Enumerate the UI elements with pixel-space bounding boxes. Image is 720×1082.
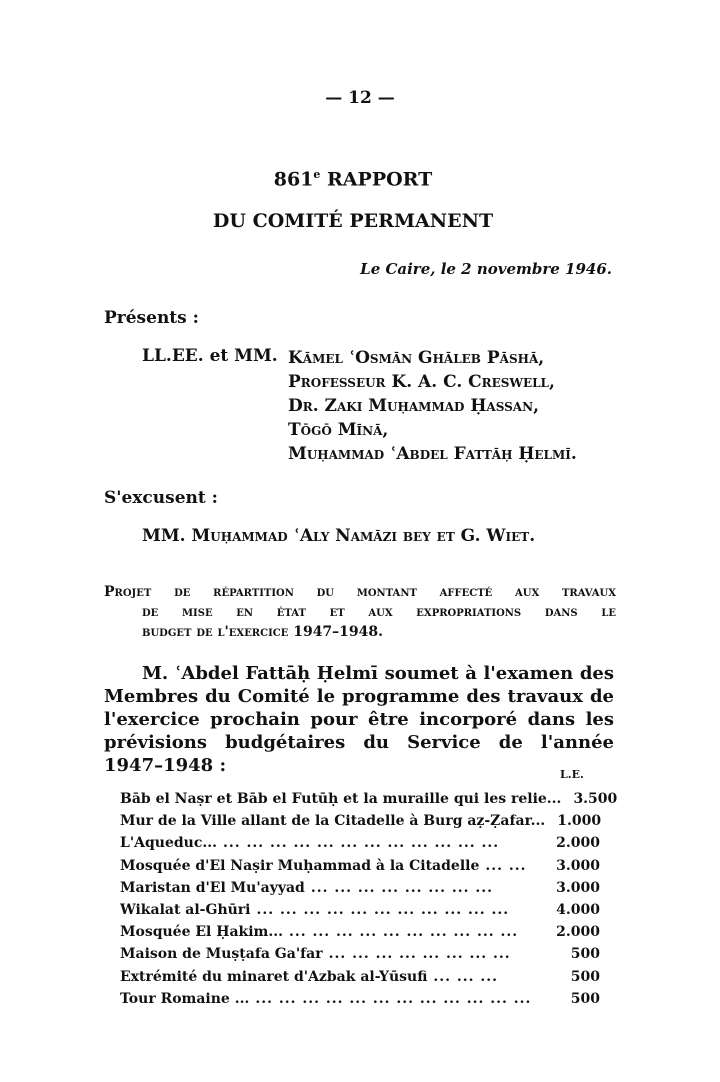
row-amount: 500 <box>570 990 600 1007</box>
row-dots <box>545 810 557 832</box>
body-paragraph: M. ʿAbdel Fattāḥ Ḥelmī soumet à l'examen des Membres du Comité le programme des travaux de l'exercice prochain pour être incorporé dans les prévisions budgétaires du Service de l'année 1947–1948 : <box>104 663 614 776</box>
row-dots: ... ... ... ... ... ... ... ... ... ... ... <box>256 901 510 918</box>
projet-heading <box>104 582 616 642</box>
present-member: Tōgō Mīnā, <box>288 420 389 440</box>
row-name: Mur de la Ville allant de la Citadelle à Burg aẓ-Ẓafar... <box>120 813 546 830</box>
row-dots: ... ... ... ... ... ... ... ... ... ... <box>289 924 519 941</box>
table-row <box>120 921 600 943</box>
row-amount: 500 <box>570 968 600 985</box>
table-row <box>120 788 618 810</box>
presents-label: Présents : <box>104 308 199 328</box>
table-row <box>120 832 600 854</box>
report-number-suffix: e <box>313 168 321 181</box>
row-name: Extrémité du minaret d'Azbak al-Yūsufi <box>120 968 428 985</box>
row-name: Bāb el Naṣr et Bāb el Futūḥ et la muraille qui les relie... <box>120 791 562 807</box>
row-name: Mosquée El Ḥakim... <box>120 924 283 941</box>
projet-line: de mise en état et aux expropriations dans le <box>142 604 616 620</box>
row-dots: ... ... ... ... ... ... ... ... <box>310 879 493 896</box>
row-amount: 500 <box>570 946 600 963</box>
row-name: Wikalat al-Ghūri <box>120 901 251 918</box>
row-name: Mosquée d'El Naṣir Muḥammad à la Citadelle <box>120 857 480 874</box>
row-amount: 3.000 <box>556 879 600 896</box>
row-amount: 2.000 <box>556 924 600 941</box>
row-name: Maison de Muṣṭafa Ga'far <box>120 946 323 963</box>
table-row <box>120 943 600 965</box>
projet-line: Projet de répartition du montant affecté aux travaux <box>104 584 616 600</box>
row-name: Maristan d'El Mu'ayyad <box>120 879 305 896</box>
report-subtitle: DU COMITÉ PERMANENT <box>212 210 494 232</box>
row-name: Tour Romaine ... <box>120 990 250 1007</box>
page-number: — 12 — <box>325 88 395 108</box>
row-dots: ... ... ... ... ... ... ... ... ... ... ... ... <box>255 990 532 1007</box>
row-name: L'Aqueduc... <box>120 835 217 852</box>
table-row <box>120 899 600 921</box>
row-amount: 3.500 <box>573 791 618 807</box>
report-number: 861 <box>273 168 314 191</box>
table-row <box>120 966 600 988</box>
present-member: Dr. Zaki Muḥammad Ḥassan, <box>288 396 540 416</box>
table-row <box>120 810 600 832</box>
present-member: Kāmel ʿOsmān Ghāleb Pāshā, <box>288 348 545 368</box>
report-word: RAPPORT <box>320 168 433 191</box>
presents-prefix: LL.EE. et MM. <box>142 346 278 366</box>
presents-list <box>288 346 577 466</box>
row-dots: ... ... <box>485 857 527 874</box>
excuse-label: S'excusent : <box>104 488 218 508</box>
row-dots <box>561 788 573 810</box>
table-row <box>120 988 600 1010</box>
present-member: Muḥammad ʿAbdel Fattāḥ Ḥelmī. <box>288 444 577 464</box>
row-dots: ... ... ... ... ... ... ... ... <box>328 946 511 963</box>
projet-line: budget de l'exercice 1947–1948. <box>142 624 384 640</box>
row-dots: ... ... ... ... ... ... ... ... ... ... ... ... <box>222 835 500 852</box>
row-dots: ... ... ... <box>433 968 499 985</box>
budget-table <box>120 788 618 1010</box>
table-row <box>120 877 600 899</box>
row-amount: 3.000 <box>556 857 600 874</box>
report-title <box>0 168 706 190</box>
present-member: Professeur K. A. C. Creswell, <box>288 372 555 392</box>
currency-header: L.E. <box>560 768 584 781</box>
row-amount: 2.000 <box>556 835 600 852</box>
table-row <box>120 855 600 877</box>
excuse-text: MM. Muḥammad ʿAly Namāzi bey et G. Wiet. <box>142 526 536 546</box>
row-amount: 4.000 <box>556 901 600 918</box>
row-amount: 1.000 <box>557 813 602 830</box>
report-date: Le Caire, le 2 novembre 1946. <box>360 260 612 278</box>
